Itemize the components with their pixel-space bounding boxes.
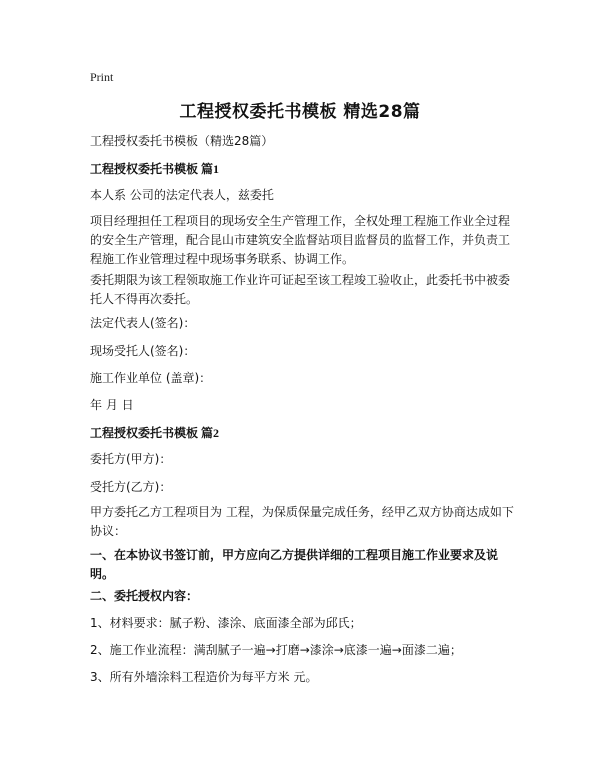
agent-party-b: 受托方(乙方)： [90, 480, 172, 494]
clause-1-heading: 一、在本协议书签订前，甲方应向乙方提供详细的工程项目施工作业要求及说明。 [90, 548, 499, 581]
document-subtitle: 工程授权委托书模板（精选28篇） [90, 134, 274, 148]
date-line: 年 月 日 [90, 398, 134, 412]
clause-2-heading: 二、委托授权内容： [90, 589, 199, 603]
onsite-trustee-signature: 现场受托人(签名)： [90, 344, 196, 358]
list-item-materials: 1、材料要求：腻子粉、漆涂、底面漆全部为邱氏； [90, 616, 362, 630]
section1-paragraph-2: 项目经理担任工程项目的现场安全生产管理工作，全权处理工程施工作业全过程的安全生产管理，配合昆山市建筑安全监督站项目监督员的监督工作，并负责工程施工作业管理过程中现场事务联系、协调工作。 [90, 214, 511, 266]
construction-unit-seal: 施工作业单位 (盖章)： [90, 371, 212, 385]
section2-paragraph-agreement: 甲方委托乙方工程项目为 工程，为保质保量完成任务，经甲乙双方协商达成如下协议： [90, 505, 514, 538]
list-item-process: 2、施工作业流程：满刮腻子一遍→打磨→漆涂→底漆一遍→面漆二遍； [90, 643, 462, 657]
section1-paragraph-1: 本人系 公司的法定代表人，兹委托 [90, 188, 274, 202]
document-title: 工程授权委托书模板 精选28篇 [179, 102, 421, 122]
section1-paragraph-3: 委托期限为该工程领取施工作业许可证起至该工程竣工验收止，此委托书中被委托人不得再次委托。 [90, 273, 511, 306]
section1-heading: 工程授权委托书模板 篇1 [90, 162, 220, 176]
print-link[interactable]: Print [90, 70, 114, 84]
list-item-cost: 3、所有外墙涂料工程造价为每平方米 元。 [90, 670, 318, 684]
section2-heading: 工程授权委托书模板 篇2 [90, 426, 220, 440]
principal-party-a: 委托方(甲方)： [90, 452, 172, 466]
legal-representative-signature: 法定代表人(签名)： [90, 316, 196, 330]
